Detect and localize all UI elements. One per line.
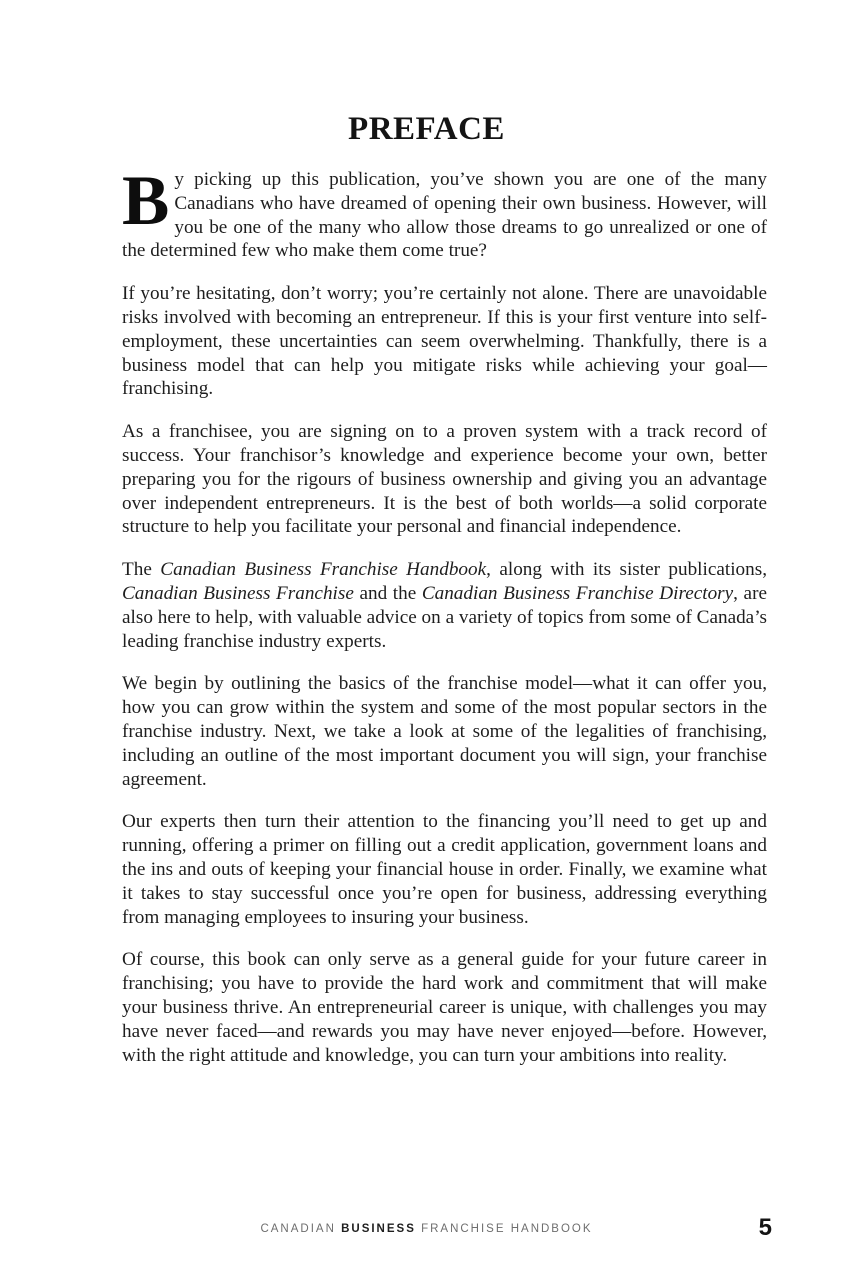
publication-title-magazine: Canadian Business Franchise [122,582,354,604]
paragraph-4-segment-3: and the [353,582,422,604]
paragraph-2: If you’re hesitating, don’t worry; you’re certainly not alone. There are unavoidable risks involved with becoming an entrepreneur. If this is your first venture into self-employment, these uncertainties can seem overwhelming. Thankfully, there is a business model that can help you mitigate risks while achieving your goal—franchising. [122,283,767,400]
paragraph-4-segment-2: , along with its sister publications, [486,559,767,581]
footer-suffix: FRANCHISE HANDBOOK [415,1223,593,1235]
footer-running-title [0,1221,853,1237]
paragraph-1: By picking up this publication, you’ve shown you are one of the many Canadians who have dreamed of opening their own business. However, will you be one of the many who allow those dreams to go unrealized or one of the determined few who make them come true? [122,162,767,262]
paragraph-5: We begin by outlining the basics of the franchise model—what it can offer you, how you can grow within the system and some of the most popular sectors in the franchise industry. Next, we take a look at some of the legalities of franchising, including an outline of the most important document you will sign, your franchise agreement. [122,673,767,790]
footer-emphasis: BUSINESS [341,1223,416,1235]
paragraph-3: As a franchisee, you are signing on to a proven system with a track record of success. Your franchisor’s knowledge and experience become your own, better preparing you for the rigours of business ownership and giving you an advantage over independent entrepreneurs. It is the best of both worlds—a solid corporate structure to help you facilitate your personal and financial independence. [122,421,767,538]
page-footer [0,1214,853,1245]
publication-title-directory: Canadian Business Franchise Directory [421,582,734,604]
paragraph-4 [122,558,767,653]
paragraph-7: Of course, this book can only serve as a general guide for your future career in franchising; you have to provide the hard work and commitment that will make your business thrive. An entrepreneurial career is unique, with challenges you may have never faced—and rewards you may have never enjoyed—before. However, with the right attitude and knowledge, you can turn your ambitions into reality. [122,949,767,1066]
page-number: 5 [758,1214,772,1241]
body-text-column [122,162,767,1067]
publication-title-handbook: Canadian Business Franchise Handbook [160,559,487,581]
footer-prefix: CANADIAN [260,1223,342,1235]
paragraph-4-segment-4: , are also here to help, with valuable advice on a variety of topics from some of Canada’s leading franchise industry experts. [122,582,767,652]
page-title: PREFACE [348,111,505,148]
paragraph-4-segment-1: The [122,559,161,581]
paragraph-6: Our experts then turn their attention to the financing you’ll need to get up and running, offering a primer on filling out a credit application, government loans and the ins and outs of keeping your financial house in order. Finally, we examine what it takes to stay successful once you’re open for business, addressing everything from managing employees to insuring your business. [122,811,767,928]
